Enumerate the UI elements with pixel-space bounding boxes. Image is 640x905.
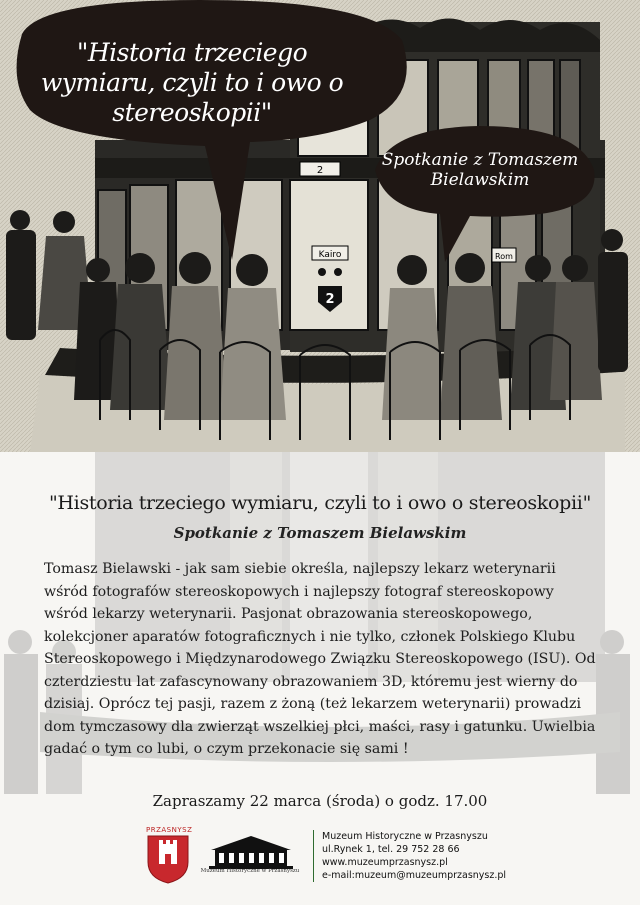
coat-of-arms-icon: [146, 834, 190, 884]
bubble-title: "Historia trzeciego wymiaru, czyli to i owo o stereoskopii": [40, 38, 344, 127]
event-description: Tomasz Bielawski - jak sam siebie określa, najlepszy lekarz weterynarii wśród fotografów stereoskopowych i najlepszy fotograf stereoskopowy wśród lekarzy weterynarii. Pasjonat obrazowania stereoskopowego, kolekcjoner aparatów fotograficznych i nie tylko, członek Polskiego Klubu Stereoskopowego i Międzynarodowego Związku Stereoskopowego (ISU). Od czterdziestu lat zafascynowany obrazowaniem 3D, któremu jest wierny do dzisiaj. Oprócz tej pasji, razem z żoną (też lekarzem weterynarii) prowadzi dom tymczasowy dla zwierząt wszelkiej płci, maści, rasy i gatunku. Uwielbia gadać o tym co lubi, o czym przekonacie się sami !: [44, 561, 596, 757]
contact-address: ul.Rynek 1, tel. 29 752 28 66: [322, 844, 460, 855]
crest-label: PRZASNYSZ: [146, 826, 193, 834]
booth-number-badge: 2: [325, 292, 335, 307]
sign-rom: Rom: [495, 252, 513, 261]
booth-number-top: 2: [316, 165, 324, 176]
contact-website-link[interactable]: www.muzeumprzasnysz.pl: [322, 857, 448, 868]
museum-logo-label: Muzeum Historyczne w Przasnyszu: [200, 868, 300, 874]
museum-building-icon: [205, 832, 297, 882]
przasnysz-crest: [146, 826, 193, 888]
event-subtitle: Spotkanie z Tomaszem Bielawskim: [173, 524, 467, 542]
footer-divider: [313, 830, 314, 882]
contact-email-link[interactable]: e-mail:muzeum@muzeumprzasnysz.pl: [322, 870, 507, 881]
event-date-invite: Zapraszamy 22 marca (środa) o godz. 17.00: [152, 792, 488, 810]
contact-block: [322, 830, 506, 882]
sign-kairo: Kairo: [318, 250, 342, 260]
bubble-subtitle: Spotkanie z Tomaszem Bielawskim: [381, 150, 579, 190]
hero-illustration: [0, 0, 640, 452]
contact-name: Muzeum Historyczne w Przasnyszu: [322, 831, 488, 842]
event-title: "Historia trzeciego wymiaru, czyli to i owo o stereoskopii": [48, 492, 592, 514]
